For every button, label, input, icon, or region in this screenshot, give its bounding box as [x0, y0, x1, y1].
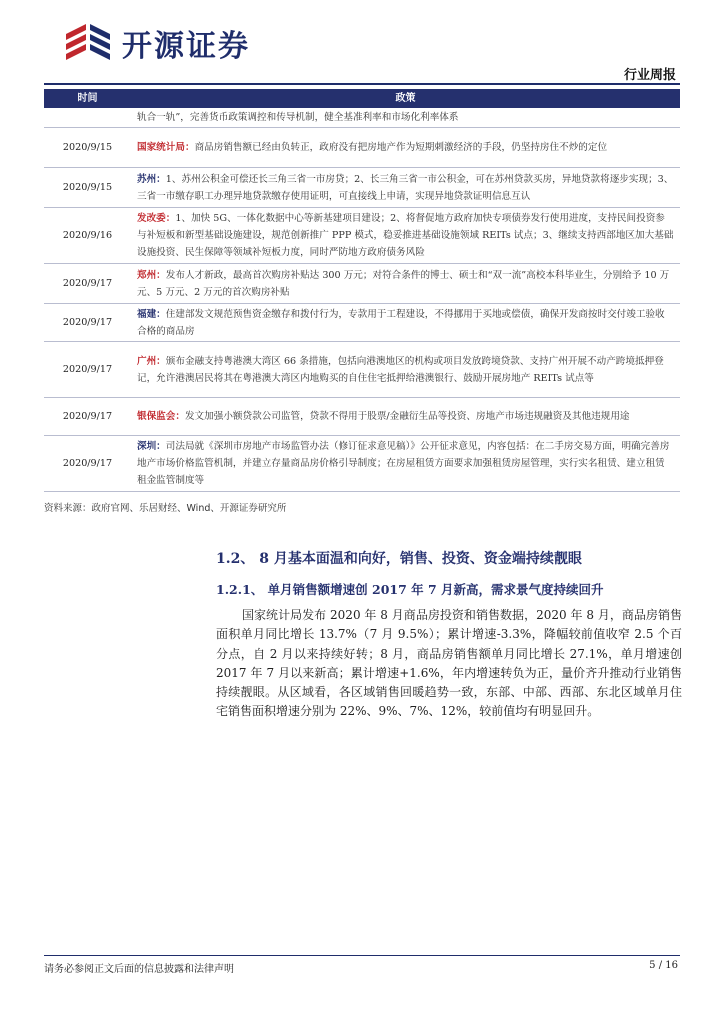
row-policy — [131, 342, 680, 398]
column-header-policy: 政策 — [131, 89, 680, 108]
row-policy-text: 发文加强小额贷款公司监管，贷款不得用于股票/金融衍生品等投资、房地产市场违规融资及其他违规用途 — [184, 411, 630, 422]
company-logo — [60, 20, 250, 66]
table-row — [44, 108, 680, 128]
row-agency: 郑州： — [137, 269, 166, 281]
row-policy-text: 司法局就《深圳市房地产市场监管办法（修订征求意见稿）》公开征求意见，内容包括：在二手房交易方面，明确完善房地产市场价格监管机制，并建立存量商品房价格引导制度；在房屋租赁方面要求加强租赁房屋管理，实行实名租赁、建立租赁租金监管制度等 — [137, 441, 670, 486]
row-date: 2020/9/15 — [44, 168, 131, 208]
row-agency: 国家统计局： — [137, 142, 195, 153]
section-heading: 1.2、 8 月基本面温和向好，销售、投资、资金端持续靓眼 — [216, 551, 582, 567]
table-row — [44, 398, 680, 436]
row-policy — [131, 208, 680, 264]
table-source: 资料来源：政府官网、乐居财经、Wind、开源证券研究所 — [44, 503, 287, 514]
row-policy — [131, 304, 680, 342]
row-date: 2020/9/17 — [44, 264, 131, 304]
table-row — [44, 264, 680, 304]
table-row — [44, 342, 680, 398]
header-rule — [44, 83, 680, 85]
column-header-date: 时间 — [44, 89, 131, 108]
kaiyuan-logo-icon — [60, 20, 116, 66]
row-agency: 苏州： — [137, 173, 166, 185]
table-row — [44, 436, 680, 492]
footer-rule — [44, 955, 680, 956]
table-row — [44, 168, 680, 208]
table-row — [44, 304, 680, 342]
row-policy — [131, 108, 680, 128]
logo-text: 开源证券 — [122, 29, 250, 64]
row-agency: 广州： — [137, 355, 166, 367]
row-agency: 深圳： — [137, 441, 166, 452]
row-policy-text: 1、加快 5G、一体化数据中心等新基建项目建设；2、将督促地方政府加快专项债券发行使用进度，支持民间投资参与补短板和新型基础设施建设，规范创新推广 PPP 模式，稳妥推进基础设施领域 REITs 试点；3、继续支持西部地区加大基础设施投资、民生保障等领域补短板力度，同时严防地方政府债务风险 — [137, 213, 674, 258]
row-agency: 发改委： — [137, 213, 176, 224]
page-number: 5 / 16 — [649, 960, 678, 971]
row-date: 2020/9/16 — [44, 208, 131, 264]
row-date: 2020/9/17 — [44, 304, 131, 342]
row-policy-text: 颁布金融支持粤港澳大湾区 66 条措施，包括向港澳地区的机构或项目发放跨境贷款、支持广州开展不动产跨境抵押登记，允许港澳居民将其在粤港澳大湾区内地购买的自住住宅抵押给港澳银行、鼓励开展房地产 REITs 试点等 — [137, 355, 664, 384]
row-policy — [131, 264, 680, 304]
footer-disclaimer: 请务必参阅正文后面的信息披露和法律声明 — [44, 964, 234, 975]
row-policy-text: 轨合一轨”，完善货币政策调控和传导机制，健全基准利率和市场化利率体系 — [137, 112, 459, 123]
row-date — [44, 108, 131, 128]
table-row — [44, 208, 680, 264]
row-policy — [131, 128, 680, 168]
row-date: 2020/9/17 — [44, 436, 131, 492]
row-policy — [131, 168, 680, 208]
body-paragraph: 国家统计局发布 2020 年 8 月商品房投资和销售数据，2020 年 8 月，商品房销售面积单月同比增长 13.7%（7 月 9.5%）；累计增速-3.3%，降幅较前值收窄 2.5 个百分点，自 2 月以来持续好转；8 月，商品房销售额单月同比增长 27.1%，单月增速创 2017 年 7 月以来新高；累计增速+1.6%，年内增速转负为正，量价齐升推动行业销售持续靓眼。从区域看，各区域销售回暖趋势一致，东部、中部、西部、东北区域单月住宅销售面积增速分别为 22%、9%、7%、12%，较前值均有明显回升。 — [216, 608, 682, 719]
row-agency: 福建： — [137, 308, 166, 320]
table-header-row — [44, 89, 680, 108]
row-date: 2020/9/17 — [44, 342, 131, 398]
row-policy — [131, 398, 680, 436]
table-row — [44, 128, 680, 168]
row-policy-text: 发布人才新政，最高首次购房补贴达 300 万元；对符合条件的博士、硕士和“双一流”高校本科毕业生，分别给予 10 万元、5 万元、2 万元的首次购房补贴 — [137, 269, 670, 298]
row-agency: 银保监会： — [137, 411, 185, 422]
report-type: 行业周报 — [623, 68, 676, 83]
subsection-heading: 1.2.1、 单月销售额增速创 2017 年 7 月新高，需求景气度持续回升 — [216, 582, 604, 597]
policy-table — [44, 89, 680, 492]
row-date: 2020/9/17 — [44, 398, 131, 436]
row-policy-text: 商品房销售额已经由负转正，政府没有把房地产作为短期刺激经济的手段，仍坚持房住不炒的定位 — [194, 142, 608, 153]
row-policy-text: 1、苏州公积金可偿还长三角三省一市房贷；2、长三角三省一市公积金，可在苏州贷款买房，异地贷款将逐步实现；3、三省一市缴存职工办理异地贷款缴存使用证明，可直接线上申请，实现异地贷款证明信息互认 — [137, 173, 674, 202]
row-policy-text: 住建部发文规范预售资金缴存和拨付行为，专款用于工程建设，不得挪用于买地或偿债，确保开发商按时交付竣工验收合格的商品房 — [137, 308, 665, 337]
row-policy — [131, 436, 680, 492]
row-date: 2020/9/15 — [44, 128, 131, 168]
